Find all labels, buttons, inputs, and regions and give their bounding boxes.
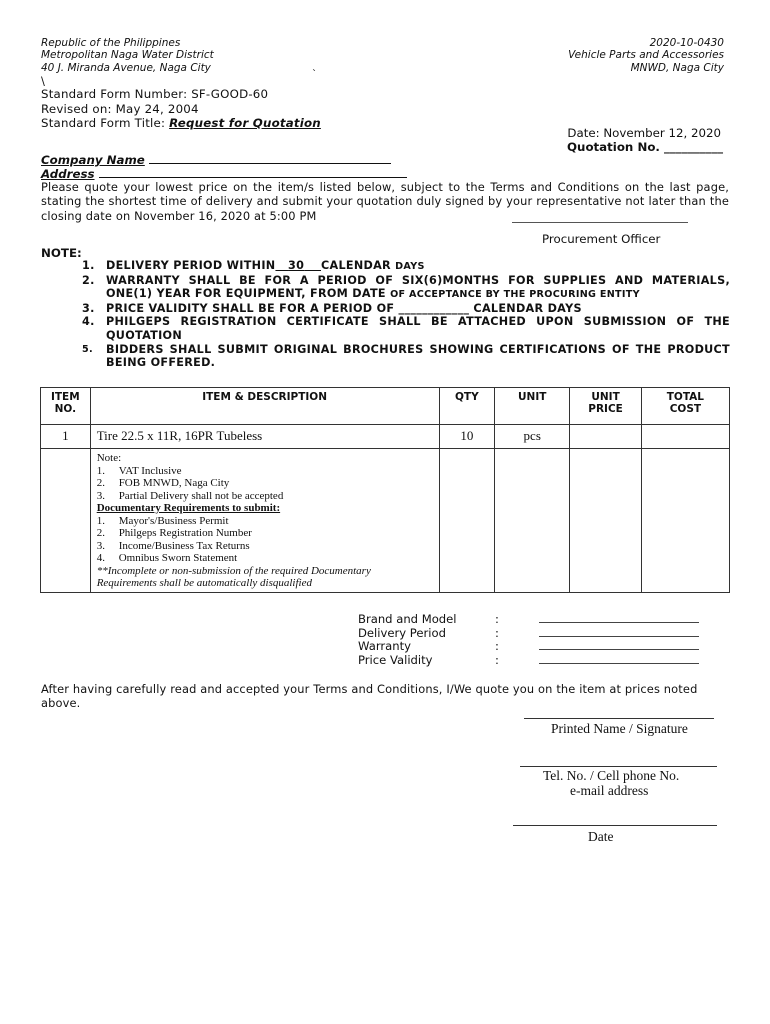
header-line: Metropolitan Naga Water District (41, 49, 214, 62)
company-name-label: Company Name (41, 153, 145, 167)
reference-number: 2020-10-0430 (649, 37, 724, 49)
email-label: e-mail address (570, 783, 649, 798)
header-line: 40 J. Miranda Avenue, Naga City (41, 61, 211, 74)
note-item: 3. PRICE VALIDITY SHALL BE FOR A PERIOD OF ____________ CALENDAR DAYS (82, 301, 582, 315)
company-block (41, 153, 407, 181)
form-info (41, 87, 321, 131)
phone-label: Tel. No. / Cell phone No. (543, 768, 680, 783)
delivery-days: 30 (288, 259, 305, 272)
address-field[interactable] (99, 167, 407, 178)
phone-line[interactable] (520, 766, 717, 767)
requirement-line: Mayor's/Business Permit (118, 514, 229, 527)
requirement-line: Philgeps Registration Number (118, 527, 252, 539)
col-item-no: ITEM NO. (41, 388, 91, 425)
brand-label: Brand and Model (358, 612, 457, 626)
note-line: VAT Inclusive (118, 464, 182, 477)
intro-paragraph: Please quote your lowest price on the item/s listed below, subject to the Terms and Conditions on the last page, stating the shortest time of delivery and submit your quotation duly signed by your representative not later than the closing date on November 16, 2020 at 5:00 PM (41, 180, 729, 223)
delivery-label: Delivery Period (358, 625, 446, 640)
item-number: 1 (41, 425, 91, 449)
note-title: Note: (96, 452, 122, 464)
items-table (40, 387, 730, 593)
agency-header (41, 37, 214, 74)
date-label: Date (588, 829, 614, 844)
item-unit: pcs (495, 425, 570, 449)
table-header-row (41, 388, 730, 425)
officer-signature-line (512, 222, 688, 223)
quotation-number: Quotation No. __________ (567, 140, 723, 154)
signature-line[interactable] (524, 718, 714, 719)
note-item: 2. WARRANTY SHALL BE FOR A PERIOD OF SIX(6)MONTHS FOR SUPPLIES AND MATERIALS, ONE(1) YEAR FOR EQUIPMENT, FROM DATE OF ACCEPTANCE BY THE PROCURING ENTITY (82, 273, 730, 301)
date-line-signature[interactable] (513, 825, 717, 826)
note-item: 5. BIDDERS SHALL SUBMIT ORIGINAL BROCHURES SHOWING CERTIFICATIONS OF THE PRODUCT BEING OFFERED. (82, 342, 730, 370)
note-item: 1. DELIVERY PERIOD WITHIN 30 CALENDAR DAYS (82, 259, 425, 272)
date-line: Date: November 12, 2020 (567, 126, 721, 140)
reference-office: MNWD, Naga City (630, 61, 724, 74)
reference-header (568, 37, 724, 74)
note-heading: NOTE: (41, 246, 82, 260)
col-description: ITEM & DESCRIPTION (90, 388, 439, 425)
col-unit-price: UNIT PRICE (570, 388, 641, 425)
warranty-label: Warranty (358, 639, 412, 653)
form-number: Standard Form Number: SF-GOOD-60 (41, 87, 269, 101)
note-item: 4. PHILGEPS REGISTRATION CERTIFICATE SHALL BE ATTACHED UPON SUBMISSION OF THE QUOTATION (82, 315, 730, 342)
notes-box: Note: 1. VAT Inclusive 2. FOB MNWD, Naga City 3. Partial Delivery shall not be accepted Documentary Requirements to submit: 1. Mayor's/Business Permit 2. Philgeps Registration Number 3. Income/Business Tax Returns 4. Omnibus Sworn Statement **Incomplete or non-submission of the required Documentary Requirements shall be automatically disqualified (90, 449, 439, 593)
procurement-officer-label: Procurement Officer (542, 232, 661, 246)
col-qty: QTY (439, 388, 495, 425)
form-revised: Revised on: May 24, 2004 (41, 101, 199, 116)
stray-backslash: \ (41, 74, 45, 88)
col-total-cost: TOTAL COST (641, 388, 729, 425)
disqualification-note: Requirements shall be automatically disqualified (96, 577, 312, 589)
requirements-title: Documentary Requirements to submit: (96, 502, 281, 514)
header-line: Republic of the Philippines (41, 37, 181, 49)
company-name-field[interactable] (149, 153, 391, 164)
item-description: Tire 22.5 x 11R, 16PR Tubeless (90, 425, 439, 449)
form-title-label: Standard Form Title: (41, 116, 170, 130)
item-qty: 10 (439, 425, 495, 449)
item-total-cost[interactable] (641, 425, 729, 449)
item-unit-price[interactable] (570, 425, 641, 449)
disqualification-note: **Incomplete or non-submission of the required Documentary (96, 564, 371, 577)
requirement-line: Omnibus Sworn Statement (118, 552, 238, 564)
stray-mark: ` (312, 69, 317, 80)
address-label: Address (41, 167, 95, 181)
validity-field[interactable] (539, 654, 699, 664)
delivery-field[interactable] (539, 627, 699, 637)
offer-details: Brand and Model : Delivery Period : Warranty : Price Validity : (358, 613, 699, 667)
table-row (41, 425, 730, 449)
brand-field[interactable] (539, 613, 699, 623)
requirement-line: Income/Business Tax Returns (118, 539, 250, 552)
acceptance-statement: After having carefully read and accepted your Terms and Conditions, I/We quote you on the item at prices noted above. (41, 682, 698, 710)
validity-label: Price Validity (358, 652, 433, 667)
printed-name-label: Printed Name / Signature (551, 721, 688, 736)
reference-category: Vehicle Parts and Accessories (568, 49, 724, 62)
warranty-field[interactable] (539, 640, 699, 650)
table-note-row (41, 449, 730, 593)
notes-list (82, 259, 730, 370)
note-line: Partial Delivery shall not be accepted (118, 489, 284, 502)
form-title: Request for Quotation (169, 116, 321, 130)
form-title-line (41, 116, 321, 131)
note-line: FOB MNWD, Naga City (118, 477, 230, 489)
col-unit: UNIT (495, 388, 570, 425)
